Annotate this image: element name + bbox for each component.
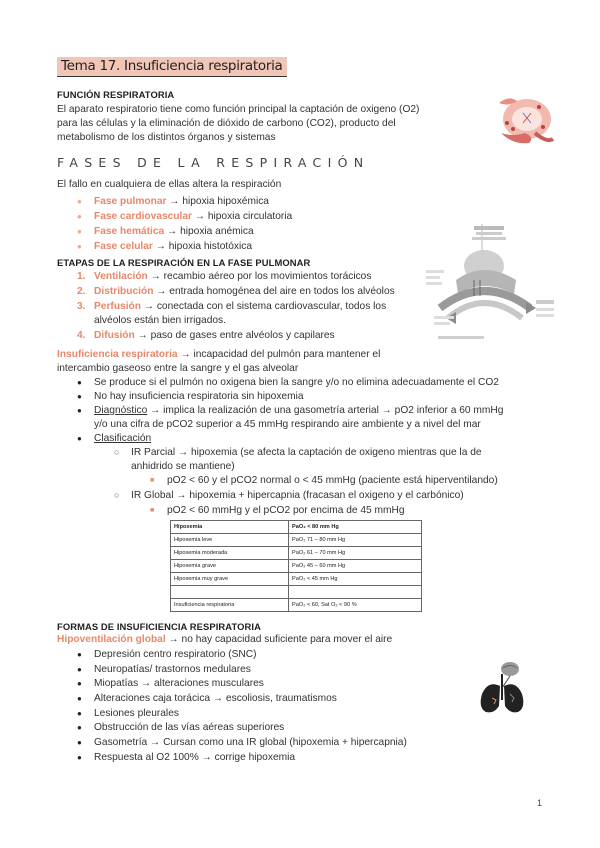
list-item: ● Fase cardiovascular → hipoxia circulatoria (94, 210, 292, 225)
page-title: Tema 17. Insuficiencia respiratoria (57, 57, 287, 77)
list-item: ● Fase pulmonar → hipoxia hipoxémica (94, 195, 292, 210)
table-cell (171, 586, 289, 599)
section-heading-formas: FORMAS DE INSUFICIENCIA RESPIRATORIA (57, 621, 261, 632)
list-item: ● Miopatías → alteraciones musculares (94, 677, 464, 692)
fases-intro: El fallo en cualquiera de ellas altera la respiración (57, 179, 282, 190)
page-number: 1 (537, 798, 543, 808)
list-item: ● Diagnóstico → implica la realización de una gasometría arterial → pO2 inferior a 60 mmHg (94, 404, 554, 418)
etapas-list (77, 270, 424, 344)
list-item-continuation: alvéolos están bien irrigados. (94, 315, 226, 326)
global-sub-list (167, 504, 547, 518)
list-item: ● No hay insuficiencia respiratoria sin hipoxemia (94, 390, 554, 404)
table-cell: PaO₂ 71 – 80 mm Hg (289, 534, 422, 547)
list-item: ■ pO2 < 60 y el pCO2 normal o < 45 mmHg (paciente está hiperventilando) (167, 474, 547, 488)
table-cell: PaO₂ < 60, Sat O₂ < 90 % (289, 599, 422, 612)
clasificacion-list (131, 446, 543, 474)
formas-list (94, 648, 464, 766)
list-item: ● Depresión centro respiratorio (SNC) (94, 648, 464, 663)
table-row (171, 599, 422, 612)
clasificacion-list-global (131, 489, 543, 503)
list-item: ○ IR Global → hipoxemia + hipercapnia (fracasan el oxigeno y el carbónico) (131, 489, 543, 503)
table-row (171, 547, 422, 560)
pulmonary-circulation-diagram (426, 220, 556, 348)
table-row (171, 560, 422, 573)
list-item: ■ pO2 < 60 mmHg y el pCO2 por encima de 45 mmHg (167, 504, 547, 518)
section-heading-funcion: FUNCIÓN RESPIRATORIA (57, 89, 175, 100)
list-item: ● Obstrucción de las vías aéreas superiores (94, 721, 464, 736)
paragraph-line: intercambio gaseoso entre la sangre y el gas alveolar (57, 363, 299, 374)
insuficiencia-list (94, 376, 554, 446)
list-item: ○ IR Parcial → hipoxemia (se afecta la captación de oxigeno mientras que la de (131, 446, 543, 460)
table-cell: PaO₂ 45 – 60 mm Hg (289, 560, 422, 573)
table-cell: Hipoxemia muy grave (171, 573, 289, 586)
list-item: ● Fase celular → hipoxia histotóxica (94, 240, 292, 255)
table-row (171, 573, 422, 586)
parcial-sub-list (167, 474, 547, 488)
list-item-continuation: anhidrido se mantiene) (131, 461, 235, 472)
table-header-cell: PaO₂ < 80 mm Hg (289, 521, 422, 534)
list-item: ● Se produce si el pulmón no oxigena bien la sangre y/o no elimina adecuadamente el CO2 (94, 376, 554, 390)
table-cell: PaO₂ < 45 mm Hg (289, 573, 422, 586)
list-item: 2. Distribución → entrada homogénea del aire en todos los alvéolos (77, 286, 395, 297)
table-cell: Hipoxemia moderada (171, 547, 289, 560)
list-item: 1. Ventilación → recambio aéreo por los movimientos torácicos (77, 271, 372, 282)
paragraph-line: metabolismo de los distintos órganos y sistemas (57, 132, 276, 143)
hipoxemia-table (170, 520, 422, 612)
list-item: ● Alteraciones caja torácica → escoliosis, traumatismos (94, 692, 464, 707)
table-row (171, 534, 422, 547)
section-heading-fases: FASES DE LA RESPIRACIÓN (57, 155, 370, 170)
list-item: 3. Perfusión → conectada con el sistema cardiovascular, todos los (77, 301, 387, 312)
list-item: 4. Difusión → paso de gases entre alvéolos y capilares (77, 330, 335, 341)
list-item: ● Gasometría → Cursan como una IR global (hipoxemia + hipercapnia) (94, 736, 464, 751)
list-item-continuation: y/o una cifra de pCO2 superior a 45 mmHg respirando aire ambiente y a nivel del mar (94, 419, 481, 430)
table-cell (289, 586, 422, 599)
hipoventilacion-definition: Hipoventilación global → no hay capacidad suficiente para mover el aire (57, 634, 393, 645)
table-cell: PaO₂ 61 – 70 mm Hg (289, 547, 422, 560)
list-item: ● Lesiones pleurales (94, 707, 464, 722)
list-item: ● Clasificación (94, 432, 554, 446)
brain-lungs-icon (472, 660, 532, 718)
table-row (171, 586, 422, 599)
section-heading-etapas: ETAPAS DE LA RESPIRACIÓN EN LA FASE PULMONAR (57, 257, 311, 268)
paragraph-line: para las células y la eliminación de dióxido de carbono (CO2), producto del (57, 118, 396, 129)
fases-list (94, 195, 292, 255)
table-cell: Insuficiencia respiratoria (171, 599, 289, 612)
table-header-cell: Hipoxemia (171, 521, 289, 534)
paragraph-line: El aparato respiratorio tiene como función principal la captación de oxigeno (O2) (57, 104, 420, 115)
list-item: ● Respuesta al O2 100% → corrige hipoxemia (94, 751, 464, 766)
table-cell: Hipoxemia leve (171, 534, 289, 547)
list-item: ● Fase hemática → hipoxia anémica (94, 225, 292, 240)
insuficiencia-definition: Insuficiencia respiratoria → incapacidad del pulmón para mantener el (57, 349, 381, 360)
table-header-row (171, 521, 422, 534)
table-cell: Hipoxemia grave (171, 560, 289, 573)
list-item: ● Neuropatías/ trastornos medulares (94, 663, 464, 678)
alveolus-illustration (495, 93, 555, 149)
